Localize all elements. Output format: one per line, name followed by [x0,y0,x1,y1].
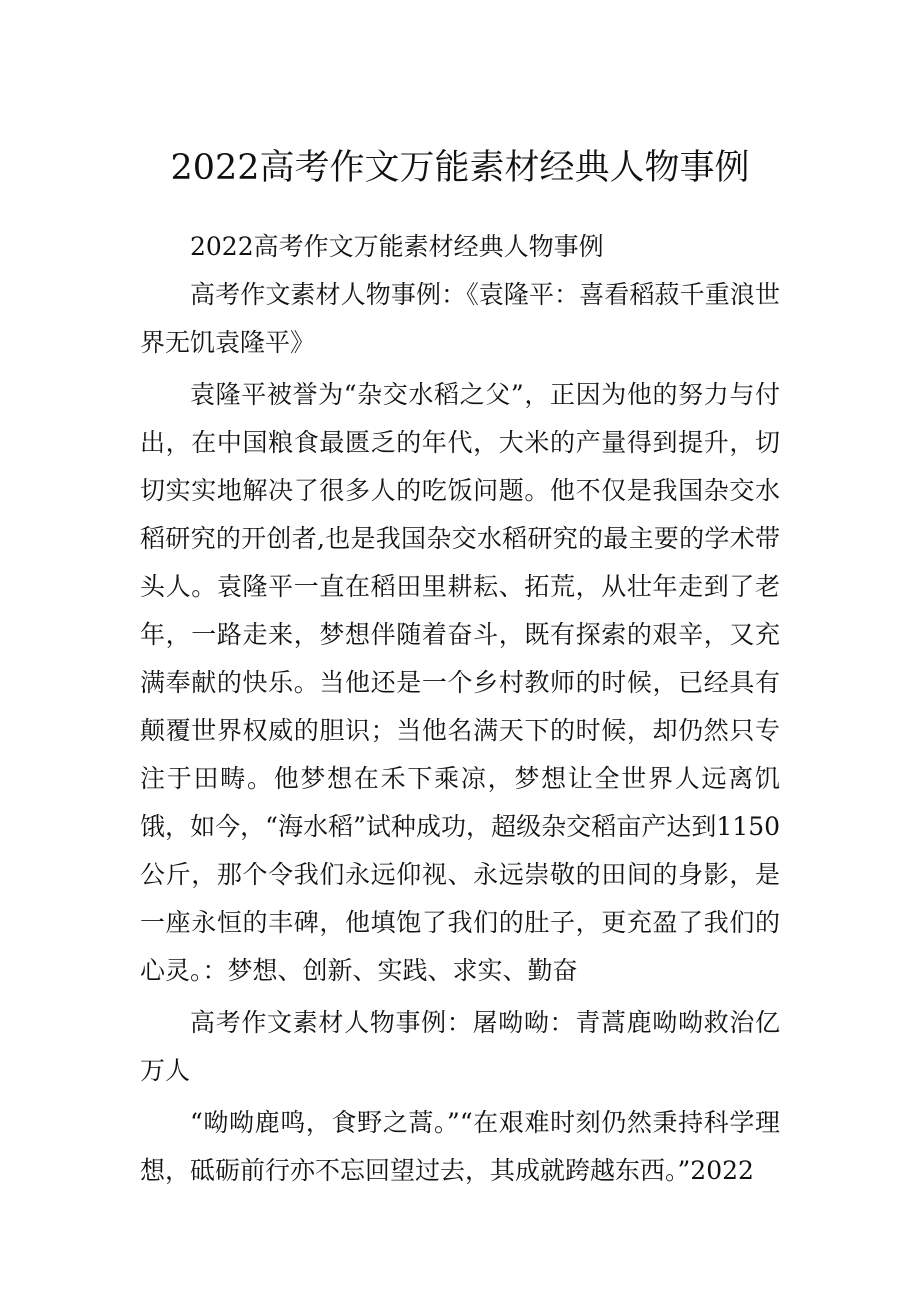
document-body [140,223,780,1195]
paragraph-yuan-heading: 高考作文素材人物事例：《袁隆平：喜看稻菽千重浪世界无饥袁隆平》 [140,280,780,357]
paragraph-subtitle: 2022高考作文万能素材经典人物事例 [190,232,604,261]
paragraph-yuan-body: 袁隆平被誉为“杂交水稻之父”，正因为他的努力与付出，在中国粮食最匮乏的年代，大米的产量得到提升，切切实实地解决了很多人的吃饭问题。他不仅是我国杂交水稻研究的开创者,也是我国杂交水稻研究的最主要的学术带头人。袁隆平一直在稻田里耕耘、拓荒，从壮年走到了老年，一路走来，梦想伴随着奋斗，既有探索的艰辛，又充满奉献的快乐。当他还是一个乡村教师的时候，已经具有颠覆世界权威的胆识；当他名满天下的时候，却仍然只专注于田畴。他梦想在禾下乘凉，梦想让全世界人远离饥饿，如今，“海水稻”试种成功，超级杂交稻亩产达到1150公斤，那个令我们永远仰视、永远崇敬的田间的身影，是一座永恒的丰碑，他填饱了我们的肚子，更充盈了我们的心灵。：梦想、创新、实践、求实、勤奋 [140,380,780,985]
paragraph-tu-heading: 高考作文素材人物事例：屠呦呦：青蒿鹿呦呦救治亿万人 [140,1008,780,1085]
paragraph-tu-body: “呦呦鹿鸣，食野之蒿。”“在艰难时刻仍然秉持科学理想，砥砺前行亦不忘回望过去，其成就跨越东西。”2022 [140,1108,780,1185]
document-title: 2022高考作文万能素材经典人物事例 [170,148,750,188]
